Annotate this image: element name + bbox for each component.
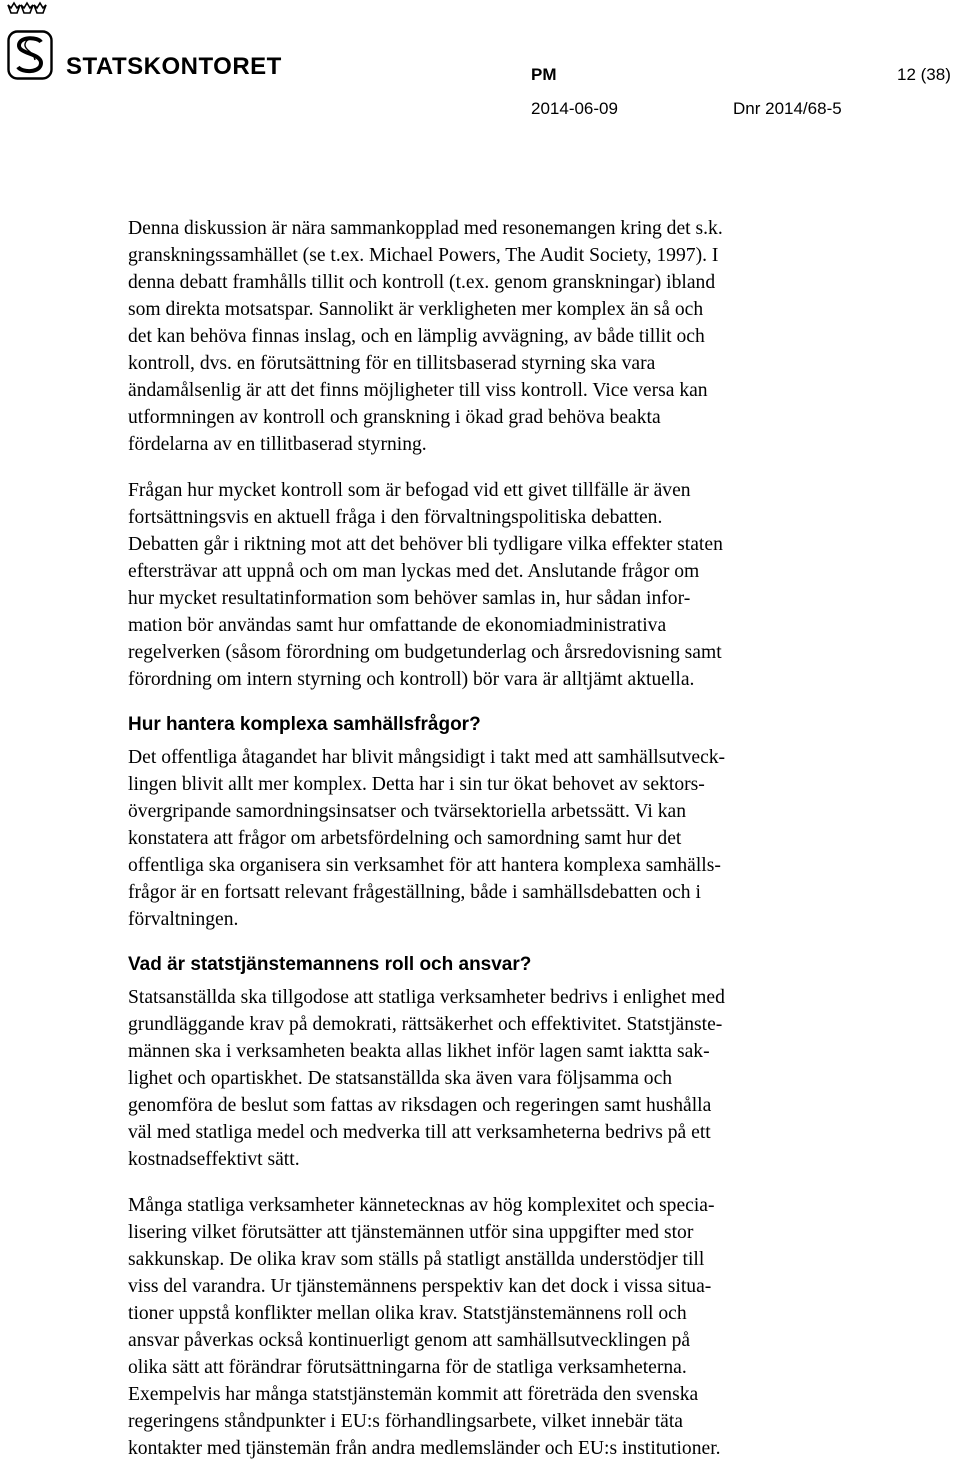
text-line: väl med statliga medel och medverka till att verksamheterna bedrivs på ett xyxy=(128,1122,711,1143)
text-line: kontroll, dvs. en förutsättning för en tillitsbaserad styrning ska vara xyxy=(128,353,656,374)
text-line: grundläggande krav på demokrati, rättsäkerhet och effektivitet. Statstjänste- xyxy=(128,1014,723,1035)
text-line: förordning om intern styrning och kontroll) bör vara är alltjämt aktuella. xyxy=(128,669,695,690)
text-line: fördelarna av en tillitbaserad styrning. xyxy=(128,434,427,455)
paragraph xyxy=(128,215,848,458)
section-heading: Vad är statstjänstemannens roll och ansvar? xyxy=(128,954,532,975)
document-body xyxy=(128,215,848,1481)
text-line: frågor är en fortsatt relevant frågeställning, både i samhällsdebatten och i xyxy=(128,882,701,903)
text-line: regelverken (såsom förordning om budgetunderlag och årsredovisning samt xyxy=(128,642,722,663)
doc-dnr: Dnr 2014/68-5 xyxy=(733,99,842,118)
statskontoret-logo xyxy=(4,0,304,90)
text-line: utformningen av kontroll och granskning i ökad grad behöva beakta xyxy=(128,407,661,428)
section-heading: Hur hantera komplexa samhällsfrågor? xyxy=(128,714,481,735)
text-line: som direkta motsatspar. Sannolikt är verkligheten mer komplex än så och xyxy=(128,299,704,320)
text-line: kontakter med tjänstemän från andra medlemsländer och EU:s institutioner. xyxy=(128,1438,721,1459)
text-line: Debatten går i riktning mot att det behöver bli tydligare vilka effekter staten xyxy=(128,534,723,555)
logo-wordmark: STATSKONTORET xyxy=(66,53,282,80)
three-crowns-icon xyxy=(6,0,52,22)
text-line: tioner uppstå konflikter mellan olika krav. Statstjänstemännens roll och xyxy=(128,1303,687,1324)
text-line: Många statliga verksamheter kännetecknas av hög komplexitet och specia- xyxy=(128,1195,715,1216)
text-line: lisering vilket förutsätter att tjänstemännen utför sina uppgifter med stor xyxy=(128,1222,694,1243)
text-line: granskningssamhället (se t.ex. Michael Powers, The Audit Society, 1997). I xyxy=(128,245,719,266)
text-line: konstatera att frågor om arbetsfördelning och samordning samt hur det xyxy=(128,828,682,849)
text-line: kostnadseffektivt sätt. xyxy=(128,1149,300,1170)
text-line: Statsanställda ska tillgodose att statliga verksamheter bedrivs i enlighet med xyxy=(128,987,725,1008)
text-line: ändamålsenlig är att det finns möjligheter till viss kontroll. Vice versa kan xyxy=(128,380,708,401)
text-line: förvaltningen. xyxy=(128,909,239,930)
text-line: Det offentliga åtagandet har blivit mångsidigt i takt med att samhällsutveck- xyxy=(128,747,726,768)
paragraph xyxy=(128,744,848,933)
text-line: denna debatt framhålls tillit och kontroll (t.ex. genom granskningar) ibland xyxy=(128,272,716,293)
text-line: fortsättningsvis en aktuell fråga i den förvaltningspolitiska debatten. xyxy=(128,507,663,528)
text-line: ansvar påverkas också kontinuerligt genom att samhällsutvecklingen på xyxy=(128,1330,691,1351)
s-emblem-icon xyxy=(7,30,53,80)
text-line: Denna diskussion är nära sammankopplad med resonemangen kring det s.k. xyxy=(128,218,723,239)
text-line: mation bör användas samt hur omfattande de ekonomiadministrativa xyxy=(128,615,667,636)
text-line: olika sätt att förändrar förutsättningarna för de statliga verksamheterna. xyxy=(128,1357,687,1378)
text-line: Exempelvis har många statstjänstemän kommit att företräda den svenska xyxy=(128,1384,699,1405)
text-line: övergripande samordningsinsatser och tvärsektoriella arbetssätt. Vi kan xyxy=(128,801,687,822)
paragraph xyxy=(128,477,848,693)
doc-type: PM xyxy=(531,65,557,84)
page-number: 12 (38) xyxy=(897,65,951,84)
text-line: eftersträvar att uppnå och om man lyckas med det. Anslutande frågor om xyxy=(128,561,700,582)
text-line: genomföra de beslut som fattas av riksdagen och regeringen samt hushålla xyxy=(128,1095,712,1116)
text-line: männen ska i verksamheten beakta allas likhet inför lagen samt iaktta sak- xyxy=(128,1041,710,1062)
text-line: lingen blivit allt mer komplex. Detta har i sin tur ökat behovet av sektors- xyxy=(128,774,705,795)
paragraph xyxy=(128,1192,848,1462)
paragraph xyxy=(128,984,848,1173)
text-line: hur mycket resultatinformation som behöver samlas in, hur sådan infor- xyxy=(128,588,691,609)
text-line: offentliga ska organisera sin verksamhet för att hantera komplexa samhälls- xyxy=(128,855,721,876)
text-line: regeringens ståndpunkter i EU:s förhandlingsarbete, vilket innebär täta xyxy=(128,1411,683,1432)
text-line: viss del varandra. Ur tjänstemännens perspektiv kan det dock i vissa situa- xyxy=(128,1276,712,1297)
text-line: lighet och opartiskhet. De statsanställda ska även vara följsamma och xyxy=(128,1068,673,1089)
doc-date: 2014-06-09 xyxy=(531,99,618,118)
text-line: det kan behöva finnas inslag, och en lämplig avvägning, av både tillit och xyxy=(128,326,705,347)
text-line: sakkunskap. De olika krav som ställs på statligt anställda understödjer till xyxy=(128,1249,705,1270)
text-line: Frågan hur mycket kontroll som är befogad vid ett givet tillfälle är även xyxy=(128,480,691,501)
